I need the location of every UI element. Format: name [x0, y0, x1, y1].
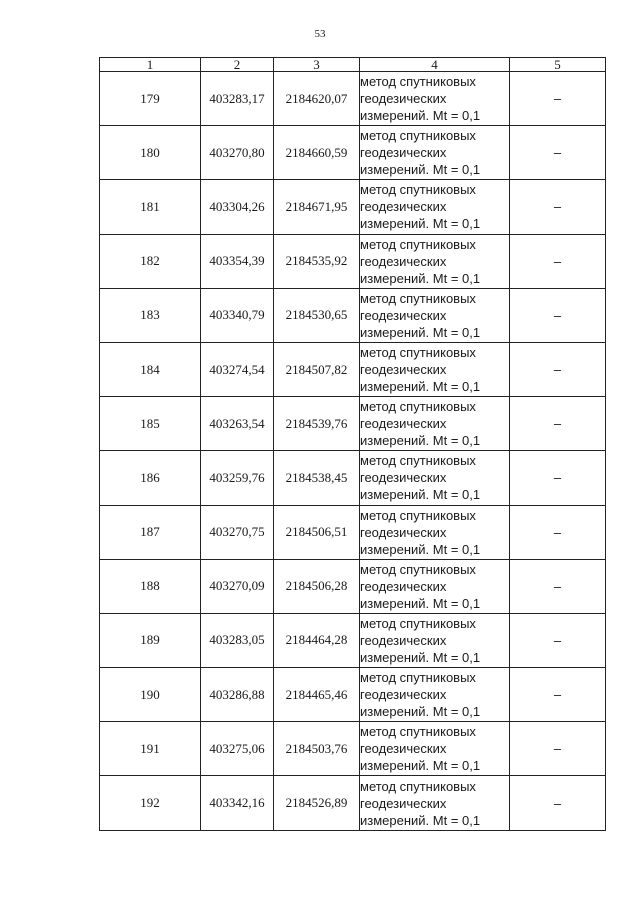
method-line: метод спутниковых	[360, 453, 476, 469]
coordinate-x: 403283,17	[201, 72, 274, 126]
coordinates-table	[99, 57, 606, 831]
method-cell	[360, 559, 510, 613]
coordinate-x: 403270,75	[201, 505, 274, 559]
note-cell: –	[510, 668, 606, 722]
method-cell	[360, 342, 510, 396]
method-cell	[360, 776, 510, 830]
coordinate-x: 403275,06	[201, 722, 274, 776]
method-line: геодезических	[360, 307, 447, 323]
point-number: 183	[100, 288, 201, 342]
point-number: 188	[100, 559, 201, 613]
method-line: геодезических	[360, 795, 447, 811]
method-line: измерений. Mt = 0,1	[360, 704, 481, 720]
column-header: 1	[100, 58, 201, 72]
table-row	[100, 776, 606, 830]
note-cell: –	[510, 505, 606, 559]
column-header: 2	[201, 58, 274, 72]
method-line: геодезических	[360, 416, 447, 432]
coordinate-y: 2184464,28	[274, 613, 360, 667]
note-cell: –	[510, 397, 606, 451]
method-line: измерений. Mt = 0,1	[360, 541, 481, 557]
table-row	[100, 342, 606, 396]
method-line: измерений. Mt = 0,1	[360, 758, 481, 774]
point-number: 192	[100, 776, 201, 830]
table-row	[100, 72, 606, 126]
method-line: измерений. Mt = 0,1	[360, 433, 481, 449]
coordinate-y: 2184506,51	[274, 505, 360, 559]
method-line: метод спутниковых	[360, 128, 476, 144]
coordinate-x: 403259,76	[201, 451, 274, 505]
method-line: метод спутниковых	[360, 290, 476, 306]
point-number: 191	[100, 722, 201, 776]
note-cell: –	[510, 126, 606, 180]
method-line: метод спутниковых	[360, 399, 476, 415]
method-line: геодезических	[360, 741, 447, 757]
method-line: метод спутниковых	[360, 507, 476, 523]
method-line: метод спутниковых	[360, 74, 476, 90]
method-line: измерений. Mt = 0,1	[360, 487, 481, 503]
method-line: метод спутниковых	[360, 670, 476, 686]
method-line: геодезических	[360, 199, 447, 215]
coordinate-x: 403270,80	[201, 126, 274, 180]
point-number: 179	[100, 72, 201, 126]
method-line: измерений. Mt = 0,1	[360, 812, 481, 828]
method-cell	[360, 126, 510, 180]
coordinate-x: 403270,09	[201, 559, 274, 613]
coordinate-y: 2184660,59	[274, 126, 360, 180]
column-header: 3	[274, 58, 360, 72]
point-number: 185	[100, 397, 201, 451]
method-line: измерений. Mt = 0,1	[360, 379, 481, 395]
point-number: 187	[100, 505, 201, 559]
coordinate-y: 2184671,95	[274, 180, 360, 234]
note-cell: –	[510, 559, 606, 613]
table-row	[100, 505, 606, 559]
note-cell: –	[510, 776, 606, 830]
method-cell	[360, 613, 510, 667]
method-line: метод спутниковых	[360, 182, 476, 198]
table-header-row	[100, 58, 606, 72]
table-row	[100, 397, 606, 451]
table-row	[100, 234, 606, 288]
coordinate-y: 2184526,89	[274, 776, 360, 830]
column-header: 5	[510, 58, 606, 72]
method-line: геодезических	[360, 470, 447, 486]
method-line: геодезических	[360, 687, 447, 703]
table-row	[100, 126, 606, 180]
table-row	[100, 559, 606, 613]
method-line: измерений. Mt = 0,1	[360, 270, 481, 286]
coordinate-y: 2184620,07	[274, 72, 360, 126]
method-cell	[360, 451, 510, 505]
coordinate-x: 403274,54	[201, 342, 274, 396]
point-number: 190	[100, 668, 201, 722]
method-line: геодезических	[360, 362, 447, 378]
coordinate-y: 2184538,45	[274, 451, 360, 505]
method-line: измерений. Mt = 0,1	[360, 595, 481, 611]
method-line: геодезических	[360, 578, 447, 594]
table-body	[100, 72, 606, 831]
method-line: метод спутниковых	[360, 615, 476, 631]
note-cell: –	[510, 288, 606, 342]
method-cell	[360, 722, 510, 776]
table-row	[100, 180, 606, 234]
method-line: измерений. Mt = 0,1	[360, 162, 481, 178]
method-line: измерений. Mt = 0,1	[360, 324, 481, 340]
method-line: метод спутниковых	[360, 236, 476, 252]
column-header: 4	[360, 58, 510, 72]
method-cell	[360, 505, 510, 559]
table-row	[100, 451, 606, 505]
table-row	[100, 668, 606, 722]
page-number: 53	[314, 28, 326, 40]
coordinate-y: 2184539,76	[274, 397, 360, 451]
method-line: геодезических	[360, 632, 447, 648]
coordinate-y: 2184507,82	[274, 342, 360, 396]
method-line: геодезических	[360, 145, 447, 161]
note-cell: –	[510, 342, 606, 396]
method-cell	[360, 288, 510, 342]
point-number: 189	[100, 613, 201, 667]
table-row	[100, 613, 606, 667]
point-number: 186	[100, 451, 201, 505]
table-row	[100, 722, 606, 776]
coordinate-x: 403263,54	[201, 397, 274, 451]
table-row	[100, 288, 606, 342]
method-line: измерений. Mt = 0,1	[360, 108, 481, 124]
method-line: измерений. Mt = 0,1	[360, 649, 481, 665]
coordinate-y: 2184503,76	[274, 722, 360, 776]
note-cell: –	[510, 722, 606, 776]
method-line: метод спутниковых	[360, 778, 476, 794]
coordinate-x: 403283,05	[201, 613, 274, 667]
coordinate-x: 403342,16	[201, 776, 274, 830]
coordinate-x: 403286,88	[201, 668, 274, 722]
coordinate-x: 403354,39	[201, 234, 274, 288]
coordinate-x: 403304,26	[201, 180, 274, 234]
method-line: геодезических	[360, 91, 447, 107]
note-cell: –	[510, 234, 606, 288]
coordinate-y: 2184530,65	[274, 288, 360, 342]
note-cell: –	[510, 451, 606, 505]
method-cell	[360, 234, 510, 288]
point-number: 181	[100, 180, 201, 234]
coordinate-x: 403340,79	[201, 288, 274, 342]
method-cell	[360, 180, 510, 234]
method-cell	[360, 668, 510, 722]
note-cell: –	[510, 613, 606, 667]
method-line: геодезических	[360, 524, 447, 540]
method-line: геодезических	[360, 253, 447, 269]
note-cell: –	[510, 180, 606, 234]
coordinate-y: 2184506,28	[274, 559, 360, 613]
method-line: метод спутниковых	[360, 724, 476, 740]
note-cell: –	[510, 72, 606, 126]
method-line: метод спутниковых	[360, 561, 476, 577]
coordinate-y: 2184535,92	[274, 234, 360, 288]
method-cell	[360, 72, 510, 126]
point-number: 182	[100, 234, 201, 288]
method-line: измерений. Mt = 0,1	[360, 216, 481, 232]
method-line: метод спутниковых	[360, 345, 476, 361]
point-number: 184	[100, 342, 201, 396]
coordinate-y: 2184465,46	[274, 668, 360, 722]
method-cell	[360, 397, 510, 451]
point-number: 180	[100, 126, 201, 180]
